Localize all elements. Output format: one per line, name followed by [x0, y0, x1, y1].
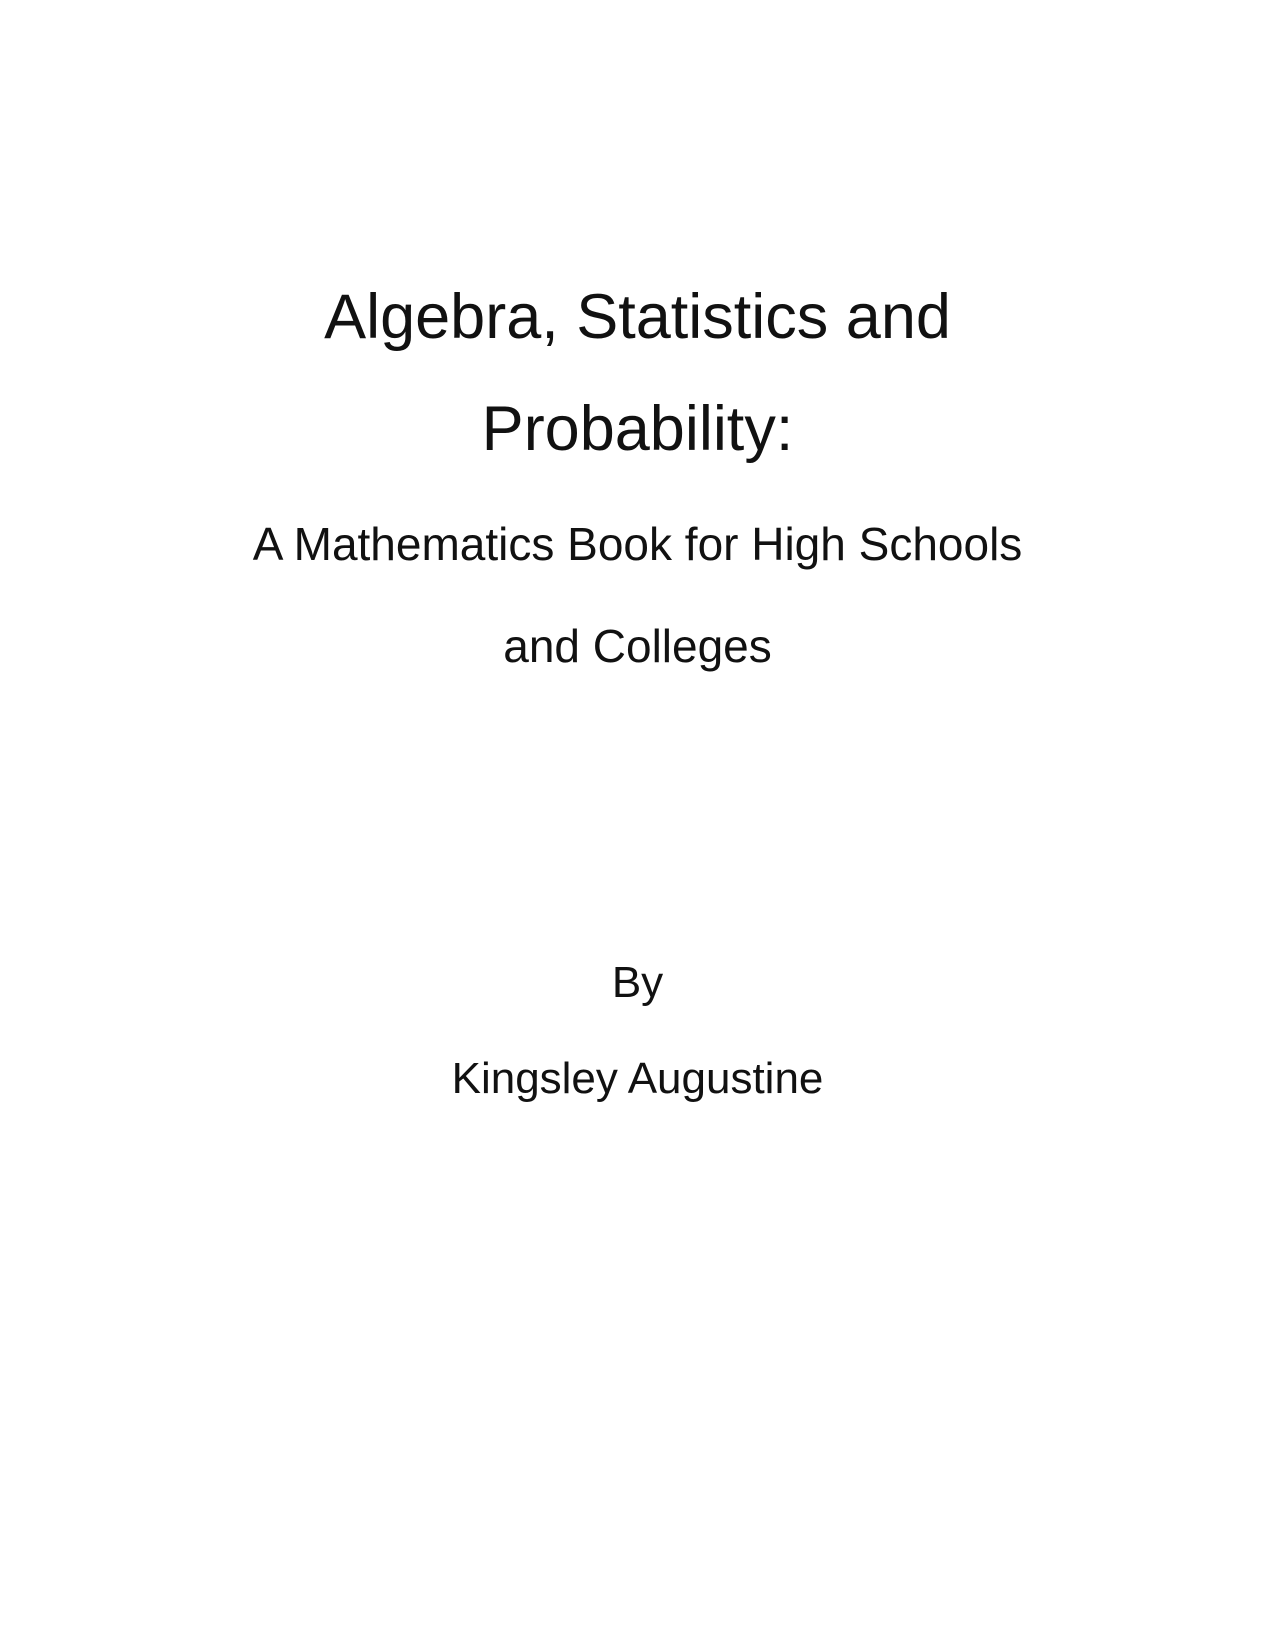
subtitle-line-1: A Mathematics Book for High Schools	[252, 518, 1023, 570]
subtitle-line-2: and Colleges	[503, 620, 772, 672]
by-label: By	[611, 958, 664, 1007]
author-name: Kingsley Augustine	[451, 1054, 824, 1103]
title-line-1: Algebra, Statistics and	[324, 282, 951, 352]
title-line-2: Probability:	[481, 394, 794, 464]
